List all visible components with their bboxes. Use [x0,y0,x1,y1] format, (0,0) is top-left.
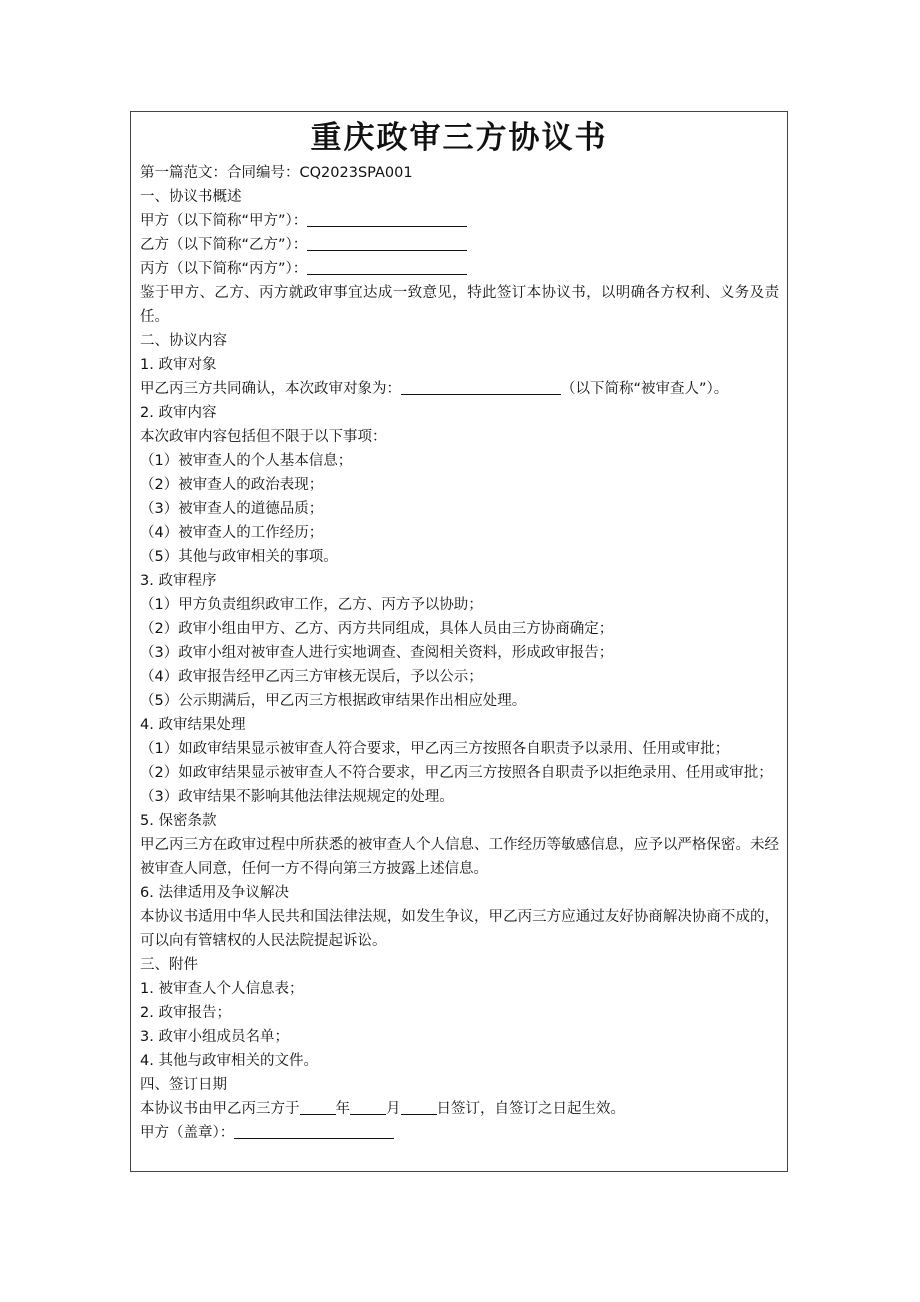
item-1-heading: 1. 政审对象 [140,357,217,373]
year-blank[interactable] [300,1097,336,1115]
year-label: 年 [335,1101,350,1117]
item-5-heading: 5. 保密条款 [140,813,217,829]
item-3-heading: 3. 政审程序 [140,573,217,589]
seal-label: 甲方（盖章）： [140,1125,235,1141]
item-1-text-pre: 甲乙丙三方共同确认，本次政审对象为： [140,381,401,397]
item-4-heading: 4. 政审结果处理 [140,717,246,733]
document-title: 重庆政审三方协议书 [310,120,608,156]
item-1-text [140,377,779,401]
list-item: （2）被审查人的政治表现； [140,477,324,493]
signing-date-line [140,1097,779,1121]
list-item: （4）被审查人的工作经历； [140,525,324,541]
document-body [140,161,779,1145]
seal-line [140,1121,779,1145]
party-c-blank[interactable] [307,257,467,275]
item-1-text-post: （以下简称“被审查人”）。 [561,381,729,397]
list-item: （1）被审查人的个人基本信息； [140,453,353,469]
list-item: （1）如政审结果显示被审查人符合要求，甲乙丙三方按照各自职责予以录用、任用或审批； [140,741,730,757]
section-4-heading: 四、签订日期 [140,1077,227,1093]
list-item: （3）被审查人的道德品质； [140,501,324,517]
document-frame [130,111,788,1172]
party-a-line [140,209,779,233]
list-item: （4）政审报告经甲乙丙三方审核无误后，予以公示； [140,669,483,685]
list-item: （1）甲方负责组织政审工作，乙方、丙方予以协助； [140,597,483,613]
contract-number-line: 第一篇范文：合同编号：CQ2023SPA001 [140,165,413,181]
month-label: 月 [386,1101,401,1117]
month-blank[interactable] [350,1097,386,1115]
party-b-blank[interactable] [307,233,467,251]
section-3-heading: 三、附件 [140,957,198,973]
item-2-intro: 本次政审内容包括但不限于以下事项： [140,429,387,445]
party-a-label: 甲方（以下简称“甲方”）： [140,213,308,229]
signing-post: 日签订，自签订之日起生效。 [436,1101,625,1117]
list-item: 4. 其他与政审相关的文件。 [140,1053,318,1069]
intro-paragraph: 鉴于甲方、乙方、丙方就政审事宜达成一致意见，特此签订本协议书，以明确各方权利、义务及责任。 [140,285,779,325]
list-item: 3. 政审小组成员名单； [140,1029,289,1045]
party-a-blank[interactable] [307,209,467,227]
list-item: （5）公示期满后，甲乙丙三方根据政审结果作出相应处理。 [140,693,527,709]
list-item: （5）其他与政审相关的事项。 [140,549,338,565]
law-paragraph: 本协议书适用中华人民共和国法律法规，如发生争议，甲乙丙三方应通过友好协商解决协商不成的，可以向有管辖权的人民法院提起诉讼。 [140,909,779,949]
list-item: （3）政审小组对被审查人进行实地调查、查阅相关资料，形成政审报告； [140,645,614,661]
party-b-label: 乙方（以下简称“乙方”）： [140,237,308,253]
section-1-heading: 一、协议书概述 [140,189,242,205]
item-6-heading: 6. 法律适用及争议解决 [140,885,289,901]
item-2-heading: 2. 政审内容 [140,405,217,421]
confidentiality-paragraph: 甲乙丙三方在政审过程中所获悉的被审查人个人信息、工作经历等敏感信息，应予以严格保密。未经被审查人同意，任何一方不得向第三方披露上述信息。 [140,837,779,877]
list-item: 2. 政审报告； [140,1005,231,1021]
list-item: 1. 被审查人个人信息表； [140,981,304,997]
party-c-line [140,257,779,281]
list-item: （3）政审结果不影响其他法律法规规定的处理。 [140,789,454,805]
section-2-heading: 二、协议内容 [140,333,227,349]
signing-pre: 本协议书由甲乙丙三方于 [140,1101,300,1117]
subject-blank[interactable] [401,377,561,395]
list-item: （2）政审小组由甲方、乙方、丙方共同组成，具体人员由三方协商确定； [140,621,614,637]
list-item: （2）如政审结果显示被审查人不符合要求，甲乙丙三方按照各自职责予以拒绝录用、任用或审批； [140,765,773,781]
day-blank[interactable] [401,1097,437,1115]
seal-blank[interactable] [234,1121,394,1139]
party-c-label: 丙方（以下简称“丙方”）： [140,261,308,277]
party-b-line [140,233,779,257]
